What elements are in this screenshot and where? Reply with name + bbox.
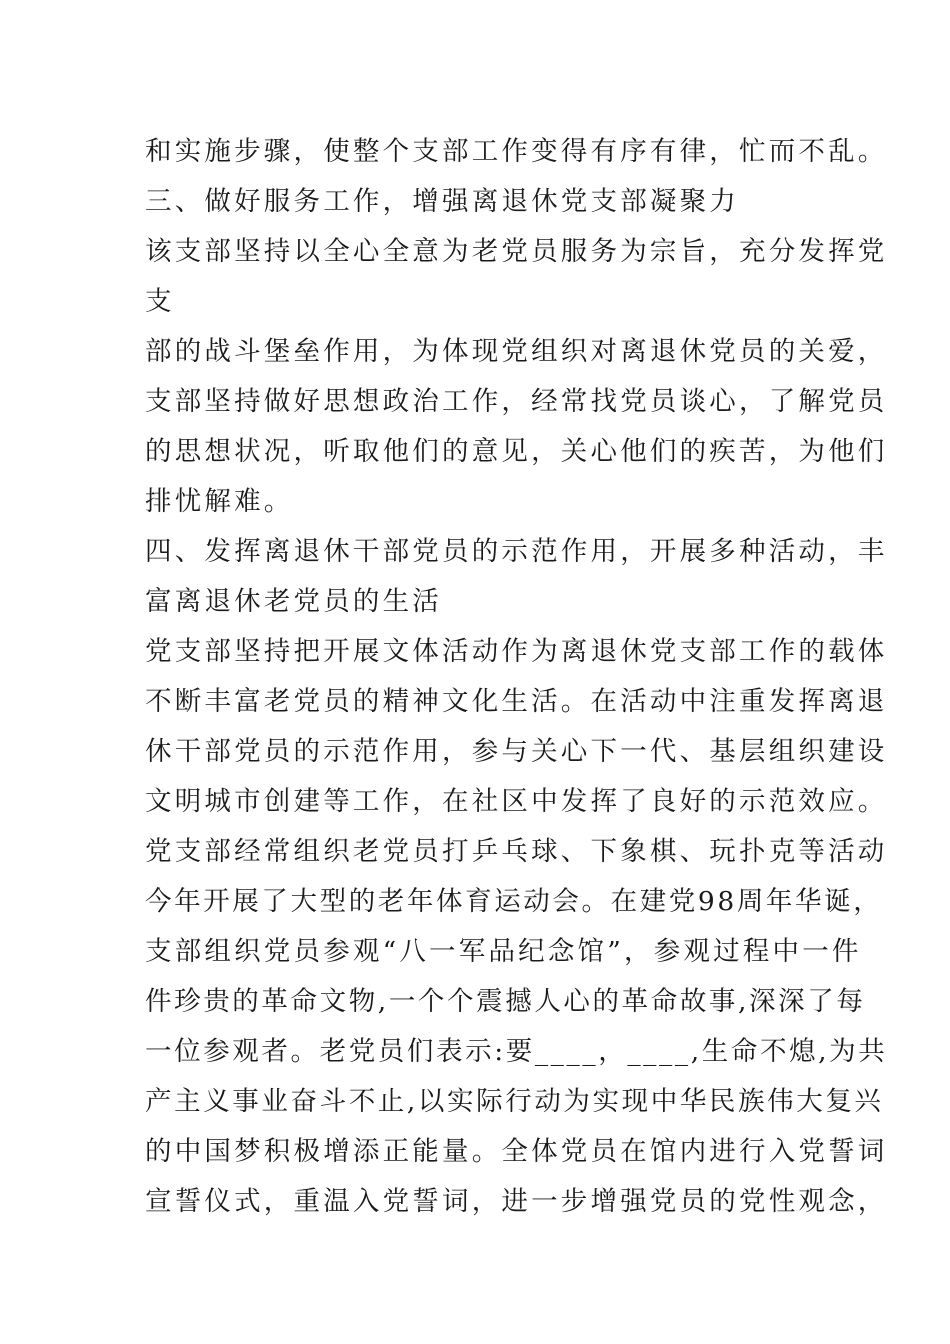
text-line-11: 党支部坚持把开展文体活动作为离退休党支部工作的载体	[145, 636, 888, 667]
text-line-16: 今年开展了大型的老年体育运动会。在建党98周年华诞，	[145, 886, 883, 917]
section-heading-3: 三、做好服务工作，增强离退休党支部凝聚力	[145, 186, 739, 217]
text-line-20: 产主义事业奋斗不止,以实际行动为实现中华民族伟大复兴	[145, 1086, 884, 1117]
text-line-12: 不断丰富老党员的精神文化生活。在活动中注重发挥离退	[145, 686, 888, 717]
text-line-1: 和实施步骤，使整个支部工作变得有序有律，忙而不乱。	[145, 136, 888, 167]
text-line-13: 休干部党员的示范作用，参与关心下一代、基层组织建设	[145, 736, 888, 767]
section-heading-4: 四、发挥离退休干部党员的示范作用，开展多种活动，丰	[145, 536, 888, 567]
text-line-15: 党支部经常组织老党员打乒乓球、下象棋、玩扑克等活动	[145, 836, 888, 867]
text-line-17: 支部组织党员参观“八一军品纪念馆”，参观过程中一件	[145, 936, 862, 967]
text-line-21: 的中国梦积极增添正能量。全体党员在馆内进行入党誓词	[145, 1136, 888, 1167]
section-heading-4-cont: 富离退休老党员的生活	[145, 586, 442, 617]
text-line-4: 支	[145, 286, 175, 317]
text-line-18: 件珍贵的革命文物,一个个震撼人心的革命故事,深深了每	[145, 986, 866, 1017]
text-line-19: 一位参观者。老党员们表示:要____，____,生命不熄,为共	[145, 1036, 888, 1067]
text-line-7: 的思想状况，听取他们的意见，关心他们的疾苦，为他们	[145, 436, 888, 467]
text-line-6: 支部坚持做好思想政治工作，经常找党员谈心，了解党员	[145, 386, 888, 417]
text-line-8: 排忧解难。	[145, 486, 294, 517]
text-line-14: 文明城市创建等工作，在社区中发挥了良好的示范效应。	[145, 786, 888, 817]
text-line-5: 部的战斗堡垒作用，为体现党组织对离退休党员的关爱，	[145, 336, 888, 367]
text-line-22: 宣誓仪式，重温入党誓词，进一步增强党员的党性观念，	[145, 1186, 888, 1217]
text-line-3: 该支部坚持以全心全意为老党员服务为宗旨，充分发挥党	[145, 236, 888, 267]
